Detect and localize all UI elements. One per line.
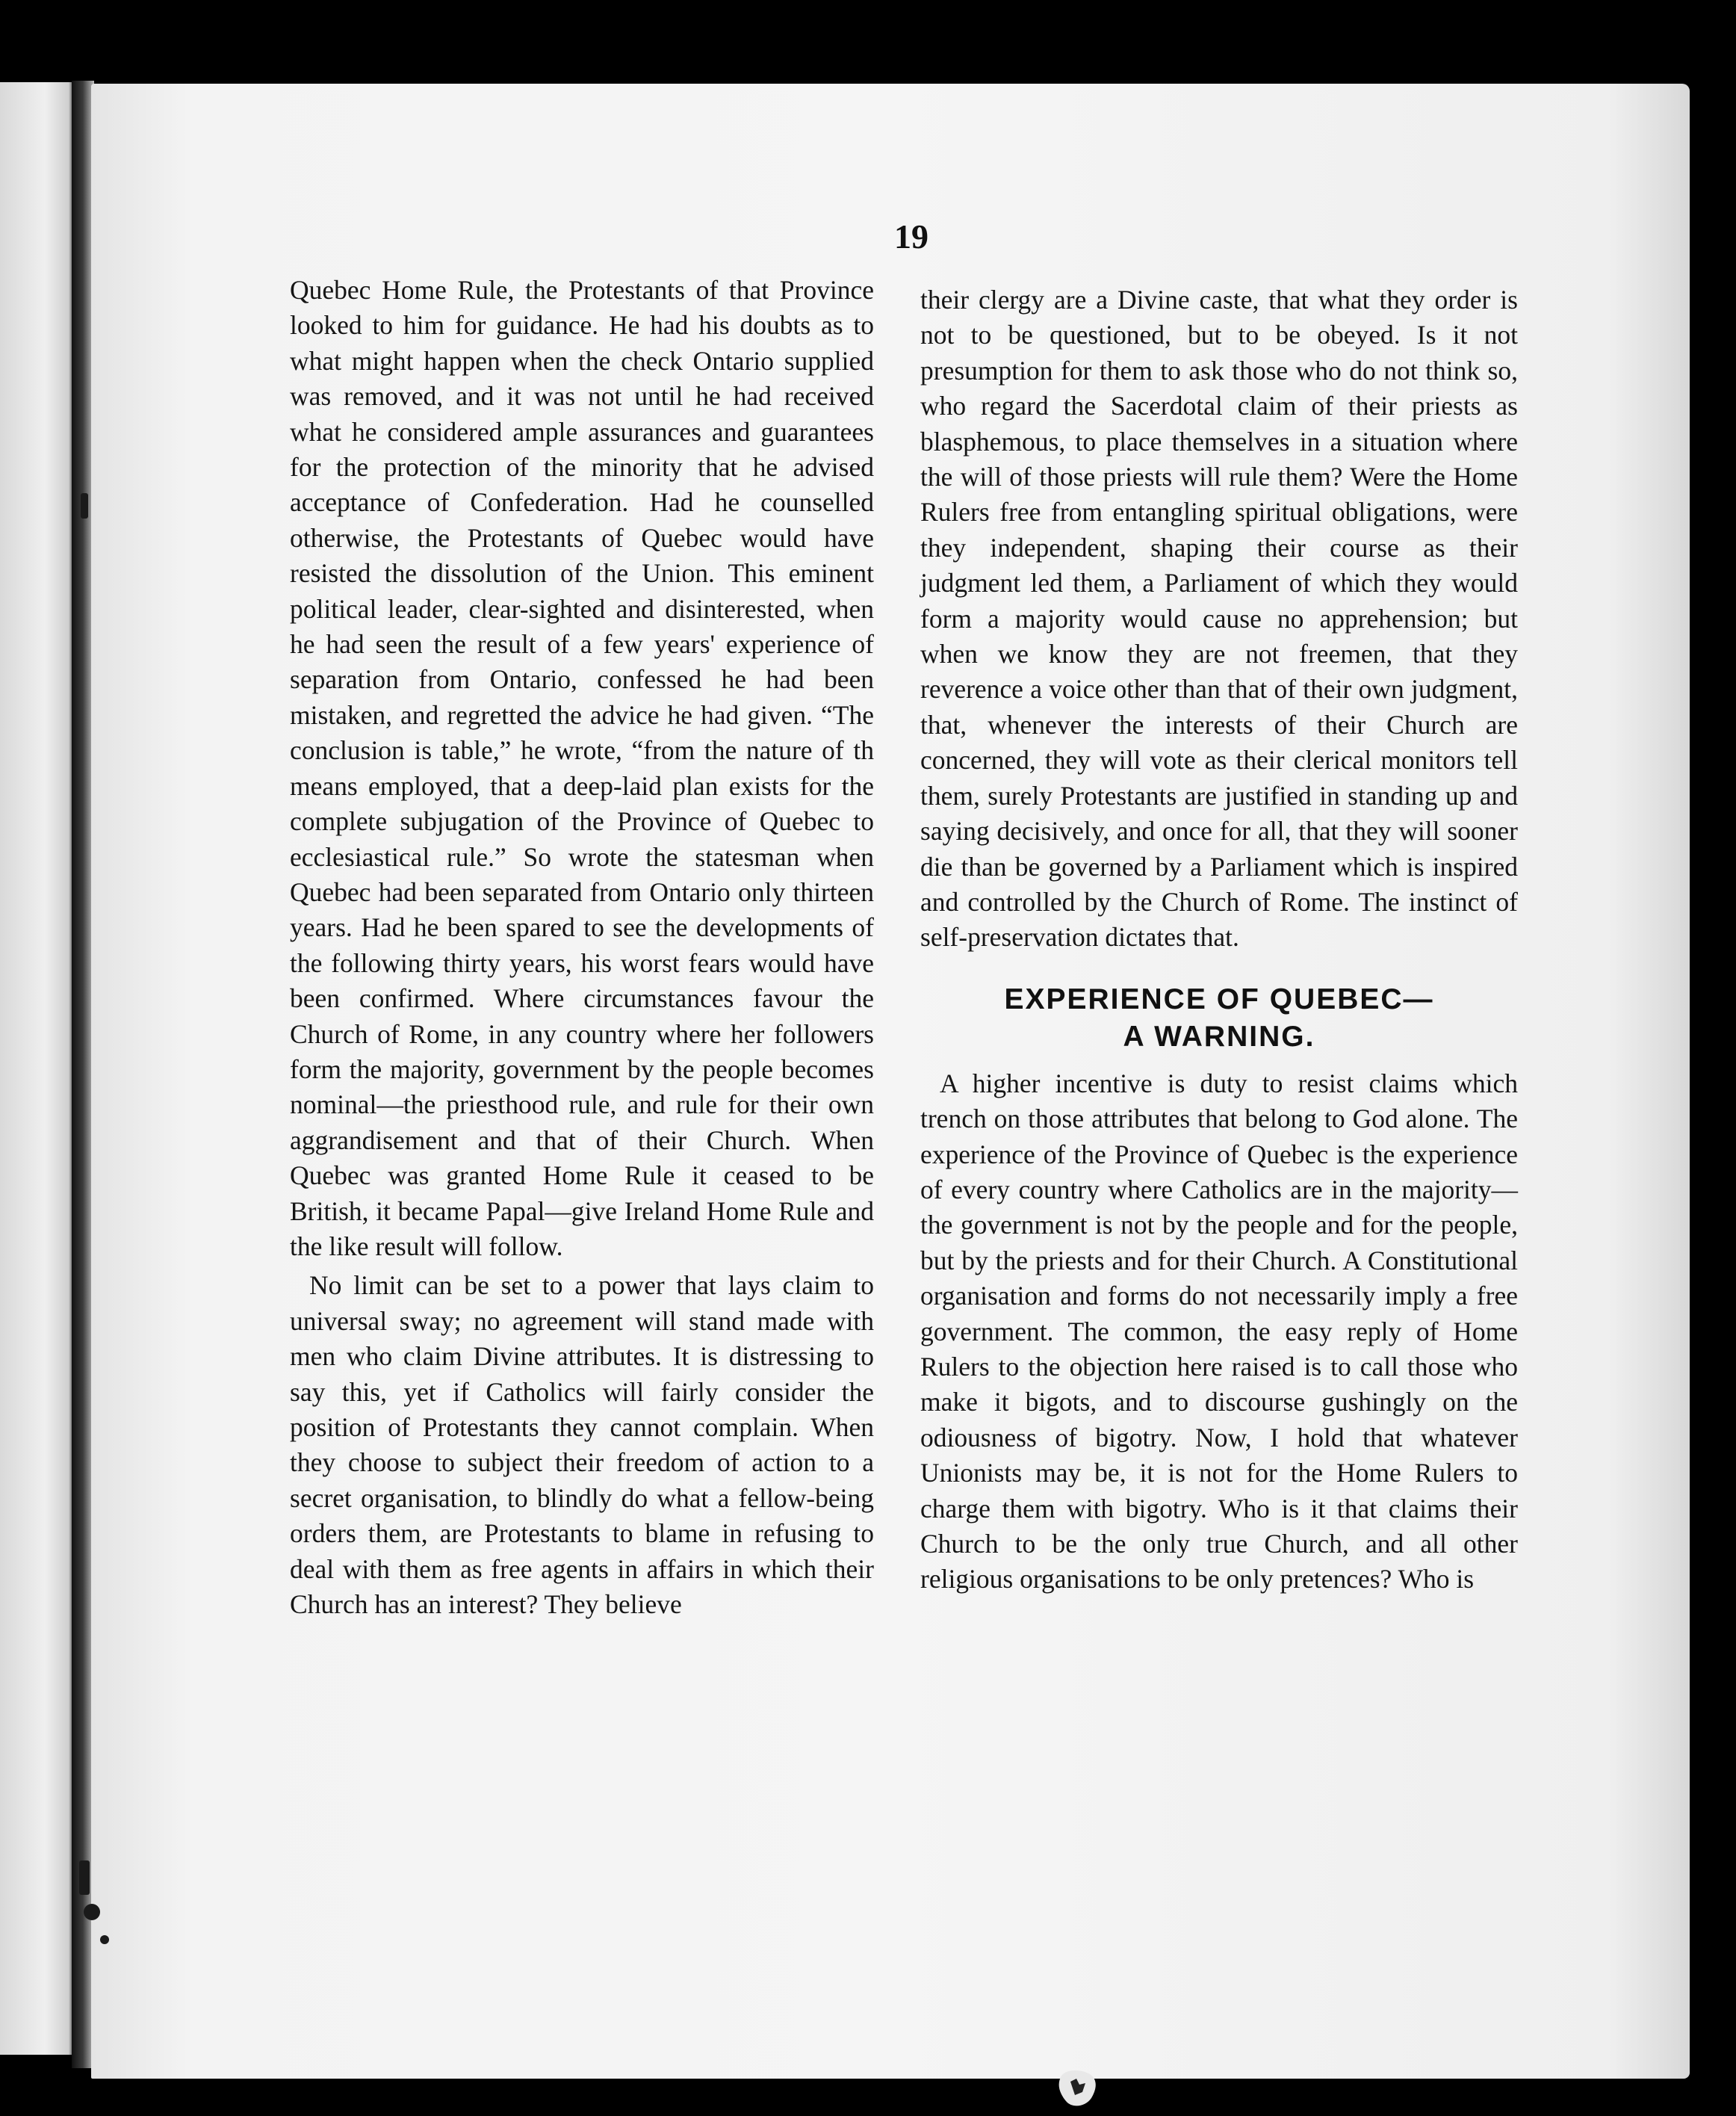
right-paragraph-2: A higher incentive is duty to resist claims which trench on those attributes that belong to God alone. The experience of the Province of Quebec is the experience of every country where Catholics are in the majority—the government is not by the people and for the people, but by the priests and for their Church. A Constitutional organisation and forms do not necessarily imply a free government. The common, the easy reply of Home Rulers to the objection here raised is to call those who make it bigots, and to discourse gushingly on the odiousness of bigotry. Now, I hold that whatever Unionists may be, it is not for the Home Rulers to charge them with bigotry. Who is it that claims their Church to be the only true Church, and all other religious organisations to be only pretences? Who is (920, 1068, 1518, 1594)
margin-mark (84, 1904, 100, 1920)
left-column (290, 273, 874, 1622)
section-heading (920, 981, 1518, 1056)
left-paragraph-1: Quebec Home Rule, the Protestants of that Province looked to him for guidance. He had his doubts as to what might happen when the check Ontario supplied was removed, and it was not until he had received what he considered ample assurances and guarantees for the protection of the minority that he advised acceptance of Confederation. Had he counselled otherwise, the Protestants of Quebec would have resisted the dissolution of the Union. This eminent political leader, clear-sighted and disinterested, when he had seen the result of a few years' experience of separation from Ontario, confessed he had been mistaken, and regretted the advice he had given. “The conclusion is table,” he wrote, “from the nature of th means employed, that a deep-laid plan exists for the complete subjugation of the Province of Quebec to ecclesiastical rule.” So wrote the statesman when Quebec had been separated from Ontario only thirteen years. Had he been spared to see the developments of the following thirty years, his worst fears would have been confirmed. Where circumstances favour the Church of Rome, in any country where her followers form the majority, government by the people becomes nominal—the priesthood rule, and rule for their own aggrandisement and that of their Church. When Quebec was granted Home Rule it ceased to be British, it became Papal—give Ireland Home Rule and the like result will follow. (290, 275, 874, 1261)
margin-mark (100, 1935, 109, 1944)
margin-mark (81, 493, 88, 519)
left-paragraph-2: No limit can be set to a power that lays claim to universal sway; no agreement will stand made with men who claim Divine attributes. It is distressing to say this, yet if Catholics will fairly consider the position of Protestants they cannot complain. When they choose to subject their freedom of action to a secret organisation, to blindly do what a fellow-being orders them, are Protestants to blame in refusing to deal with them as free agents in affairs in which their Church has an interest? They believe (290, 1270, 874, 1620)
margin-mark (79, 1860, 90, 1895)
section-heading-line-2: A WARNING. (1123, 1020, 1315, 1053)
section-heading-line-1: EXPERIENCE OF QUEBEC— (1004, 983, 1434, 1015)
right-paragraph-1: their clergy are a Divine caste, that what they order is not to be questioned, but to be obeyed. Is it not presumption for them to ask those who do not think so, who regard the Sacerdotal claim of their priests as blasphemous, to place themselves in a situation where the will of those priests will rule them? Were the Home Rulers free from entangling spiritual obligations, were they independent, shaping their course as their judgment led them, a Parliament of which they would form a majority would cause no apprehension; but when we know they are not freemen, that they reverence a voice other than that of their own judgment, that, whenever the interests of their Church are concerned, they will vote as their clerical monitors tell them, surely Protestants are justified in standing up and saying decisively, and once for all, that they will sooner die than be governed by a Parliament which is inspired and controlled by the Church of Rome. The instinct of self-preservation dictates that. (920, 285, 1518, 953)
page-number: 19 (894, 217, 929, 256)
previous-page-edge (0, 82, 75, 2055)
scan-blot (1057, 2068, 1100, 2110)
right-column (920, 282, 1518, 1597)
